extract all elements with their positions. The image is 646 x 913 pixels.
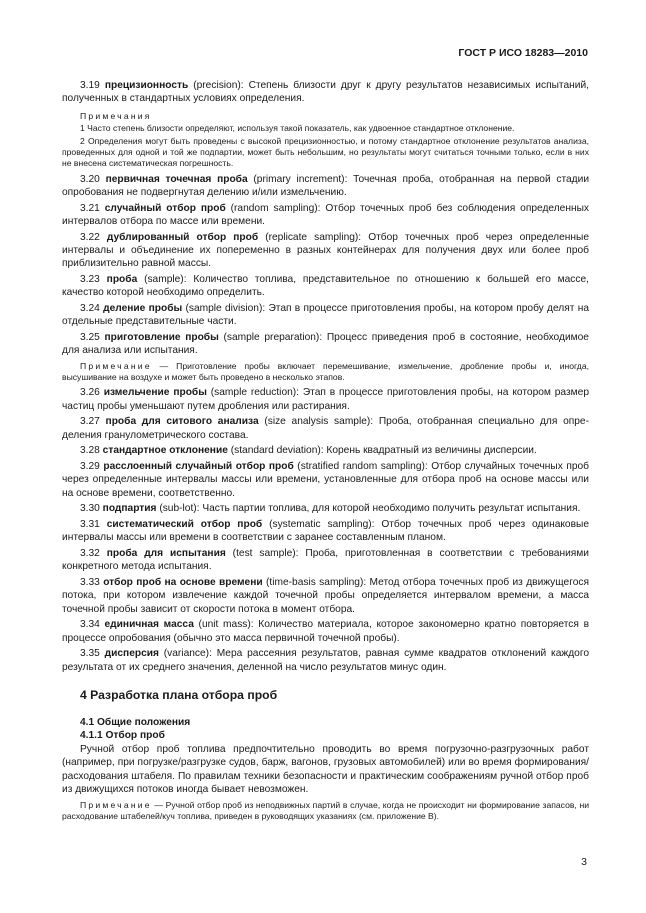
term-3-28 <box>62 444 589 457</box>
term-title: подпартия <box>102 503 157 515</box>
term-3-30 <box>62 502 589 515</box>
term-title: прецизионность <box>104 80 189 91</box>
term-number: 3.20 <box>80 173 100 185</box>
note-label: Примечание <box>80 360 152 371</box>
term-definition: (random sampling): Отбор точечных проб без соблюдения определенных интервалов отбора по массе или времени. <box>62 202 589 228</box>
term-title: стандартное отклонение <box>102 445 228 457</box>
term-title: случайный отбор проб <box>104 202 226 214</box>
term-definition: (sample division): Этап в процессе приготовления пробы, на котором пробу делят на отдельные представительные части. <box>62 303 590 328</box>
term-3-33 <box>62 576 589 616</box>
section-4-heading: 4 Разработка плана отбора проб <box>80 688 278 703</box>
term-definition: (primary increment): Точечная проба, отобранная на первой стадии опробования не подвергнутая делению и/или измельчению. <box>62 173 590 199</box>
term-number: 3.21 <box>80 202 100 214</box>
term-definition: (systematic sampling): Отбор точечных проб через одинаковые интервалы массы или времени в соответствии с заранее составленным планом. <box>62 518 589 544</box>
term-title: дублированный отбор проб <box>106 231 259 243</box>
note-label: Примечание <box>80 799 152 810</box>
term-title: измельчение пробы <box>103 387 207 399</box>
notes-heading: Примечания <box>80 110 152 121</box>
term-number: 3.23 <box>80 274 100 286</box>
term-3-29 <box>62 460 589 500</box>
term-title: деление пробы <box>103 303 183 315</box>
term-title: единичная масса <box>104 619 194 631</box>
term-number: 3.29 <box>80 460 100 472</box>
term-definition: (sub-lot): Часть партии топлива, для которой необходимо получить результат испытания. <box>156 503 581 515</box>
term-3-24 <box>62 302 589 329</box>
term-3-31 <box>62 518 589 545</box>
subsection-4-1-1-heading: 4.1.1 Отбор проб <box>80 730 165 742</box>
note-text: — Ручной отбор проб из неподвижных партий в случае, когда не происходит ни формирование запасов, ни расходование штабелей/куч топлива, приведен в руководящих указаниях (см. приложение В). <box>62 799 589 821</box>
term-3-20 <box>62 173 589 200</box>
term-title: дисперсия <box>104 648 159 660</box>
term-number: 3.34 <box>80 619 100 631</box>
term-3-26 <box>62 386 589 413</box>
term-number: 3.32 <box>80 547 100 559</box>
term-number: 3.27 <box>80 416 100 428</box>
term-title: проба для ситового анализа <box>105 416 259 428</box>
term-title: приготовление пробы <box>104 332 219 344</box>
term-definition: (variance): Мера рассеяния результатов, равная сумме квадратов отклонений каждого результата от их среднего значения, деленной на число результатов минус один. <box>62 648 589 673</box>
term-definition: (stratified random sampling): Отбор случайных точечных проб через определенные интервалы массы или времени, установленные для отбора проб на основе массы или на основе времени, соответственно. <box>62 460 589 499</box>
term-number: 3.25 <box>80 332 100 344</box>
term-definition: (sample reduction): Этап в процессе приготовления пробы, на котором размер частиц пробы уменьшают путем дробления или растирания. <box>62 387 589 412</box>
term-definition: (replicate sampling): Отбор точечных проб через определенные интервалы и объединение их попеременно в разных контейнерах для получения двух или более проб приблизительно равной массы. <box>62 231 589 270</box>
term-title: проба для испытания <box>106 547 226 559</box>
document-header: ГОСТ Р ИСО 18283—2010 <box>458 47 588 59</box>
note-text: — Приготовление пробы включает перемешивание, измельчение, дробление пробы и, иногда, высушивание на воздухе и может быть проведено в несколько этапов. <box>62 360 589 383</box>
term-3-27 <box>62 415 589 442</box>
term-3-21 <box>62 202 589 229</box>
note-sample-preparation <box>62 361 589 383</box>
term-number: 3.28 <box>80 445 100 457</box>
term-definition: (size analysis sample): Проба, отобранная специально для определения гранулометрического состава. <box>62 416 590 441</box>
term-number: 3.35 <box>80 648 100 660</box>
term-number: 3.24 <box>80 303 100 315</box>
term-definition: (sample preparation): Процесс приведения проб в состояние, необходимое для анализа или испытания. <box>62 332 589 357</box>
term-3-32 <box>62 547 589 574</box>
note-1: 1 Часто степень близости определяют, используя такой показатель, как удвоенное стандартное отклонение. <box>80 123 515 134</box>
term-definition: (standard deviation): Корень квадратный из величины дисперсии. <box>227 445 537 457</box>
term-3-22 <box>62 231 589 271</box>
term-number: 3.19 <box>80 80 100 91</box>
term-definition: (time-basis sampling): Метод отбора точечных проб из движущегося потока, при котором извлечение каждой точечной пробы определяется интервалом времени, а масса точечной пробы зависит от скорости потока в момент отбора. <box>62 576 589 615</box>
note-2: 2 Определения могут быть проведены с высокой прецизионностью, и потому стандартное отклонение результатов анализа, проведенных для одной и той же подпартии, может быть небольшим, но результаты могут считаться точными только, если в них не внесена систематическая погрешность. <box>62 136 589 169</box>
term-definition: (test sample): Проба, приготовленная в соответствии с требованиями конкретного метода испытания. <box>62 547 589 573</box>
term-number: 3.26 <box>80 387 100 399</box>
term-3-35 <box>62 647 589 674</box>
term-3-34 <box>62 618 589 645</box>
term-number: 3.33 <box>80 576 100 588</box>
term-number: 3.30 <box>80 503 100 515</box>
term-number: 3.22 <box>80 231 100 243</box>
term-title: проба <box>106 274 138 286</box>
term-definition: (unit mass): Количество материала, которое закономерно кратно повторяется в процессе опробования (обычно это масса первичной точечной пробы). <box>62 619 589 644</box>
term-3-19 <box>62 79 589 106</box>
term-3-25 <box>62 331 589 358</box>
term-3-23 <box>62 273 589 300</box>
subsection-4-1-heading: 4.1 Общие положения <box>80 717 191 729</box>
page-content <box>62 79 589 825</box>
term-number: 3.31 <box>80 518 100 530</box>
term-title: систематический отбор проб <box>106 518 263 530</box>
page-number: 3 <box>581 856 587 868</box>
term-definition: (sample): Количество топлива, представительное по отношению к большей его массе, качество которой необходимо определить. <box>62 274 589 299</box>
note-manual-sampling <box>62 800 589 822</box>
term-title: первичная точечная проба <box>105 173 248 185</box>
term-definition: (precision): Степень близости друг к другу результатов независимых испытаний, полученных в стандартных условиях определения. <box>62 80 589 105</box>
paragraph-4-1-1: Ручной отбор проб топлива предпочтительно проводить во время погрузочно-разгрузочных работ (например, при погрузке/разгрузке судов, барж, вагонов, грузовых автомобилей) или во время формирования/расходования штабеля. По правилам техники безопасности и практическим соображениям ручной отбор проб из движущихся потоков иногда бывает невозможен. <box>62 743 589 796</box>
term-title: расслоенный случайный отбор проб <box>103 460 294 472</box>
term-title: отбор проб на основе времени <box>103 576 263 588</box>
